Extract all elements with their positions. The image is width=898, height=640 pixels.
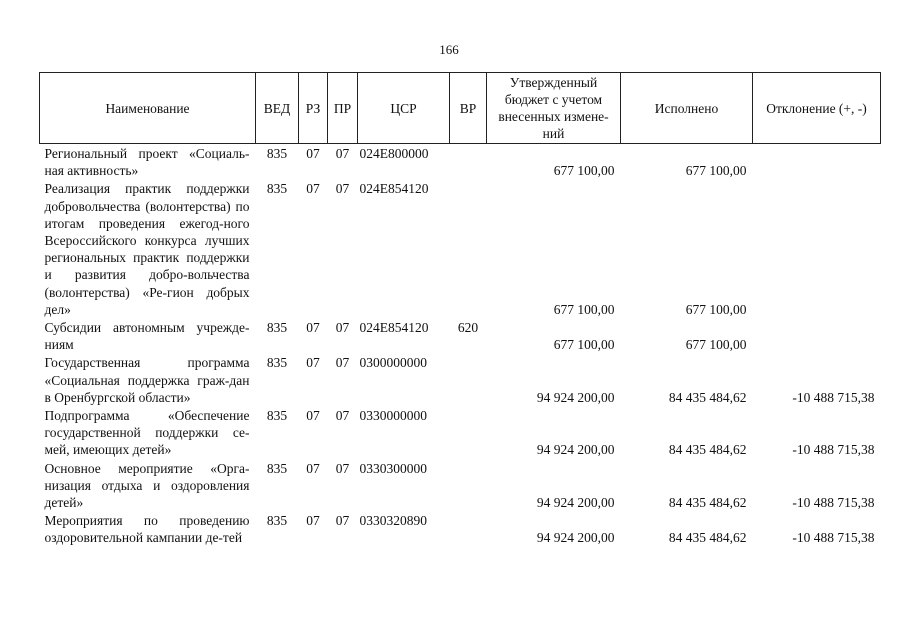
- row-rz: 07: [306, 408, 320, 424]
- row-ved: 835: [266, 181, 288, 197]
- row-rz: 07: [306, 355, 320, 371]
- row-executed: 84 435 484,62: [668, 495, 747, 511]
- row-ved: 835: [266, 460, 288, 476]
- row-vr: [450, 406, 487, 459]
- row-ved: 835: [266, 408, 288, 424]
- row-rz: 07: [306, 146, 320, 161]
- row-approved: 677 100,00: [553, 301, 615, 317]
- row-name: Реализация практик поддержки добровольчества (волонтерства) по итогам проведения ежегод-ного Всероссийского конкурса лучших региональных практик поддержки и развития добро-вольчества (волонтерства) «Ре-гион добрых дел»: [44, 181, 250, 317]
- row-approved: 677 100,00: [553, 163, 615, 179]
- row-deviation: [753, 179, 881, 318]
- row-executed: 677 100,00: [685, 163, 747, 179]
- header-rz: РЗ: [299, 73, 328, 144]
- row-executed: 84 435 484,62: [668, 389, 747, 405]
- row-vr: [450, 179, 487, 318]
- row-deviation: -10 488 715,38: [792, 530, 875, 546]
- row-executed: 677 100,00: [685, 301, 747, 317]
- table-row: [40, 406, 881, 459]
- row-executed: 84 435 484,62: [668, 442, 747, 458]
- row-approved: 94 924 200,00: [536, 389, 615, 405]
- row-vr: [450, 459, 487, 512]
- row-rz: 07: [306, 181, 320, 197]
- header-approved: Утвержденный бюджет с учетом внесенных измене-ний: [487, 73, 621, 144]
- row-name: Государственная программа «Социальная поддержка граж-дан в Оренбургской области»: [44, 355, 250, 405]
- budget-table: [39, 72, 881, 547]
- row-csr: 024E854120: [359, 181, 429, 197]
- row-csr: 0300000000: [359, 355, 427, 371]
- row-csr: 0330300000: [359, 460, 427, 476]
- table-row: [40, 318, 881, 353]
- row-name: Подпрограмма «Обеспечение государственной поддержки се-мей, имеющих детей»: [44, 408, 250, 458]
- row-pr: 07: [335, 460, 350, 476]
- header-executed: Исполнено: [621, 73, 753, 144]
- header-vr: ВР: [450, 73, 487, 144]
- row-name: Субсидии автономным учрежде-ниям: [44, 320, 250, 353]
- row-executed: 677 100,00: [685, 337, 747, 353]
- row-approved: 94 924 200,00: [536, 442, 615, 458]
- row-ved: 835: [266, 146, 288, 161]
- row-ved: 835: [266, 320, 288, 336]
- header-pr: ПР: [328, 73, 358, 144]
- header-row: [40, 73, 881, 144]
- header-ved: ВЕД: [256, 73, 299, 144]
- table-row: [40, 144, 881, 180]
- row-pr: 07: [335, 408, 350, 424]
- row-vr: [450, 144, 487, 180]
- row-rz: 07: [306, 513, 320, 529]
- row-name: Мероприятия по проведению оздоровительной кампании де-тей: [44, 513, 250, 546]
- table-row: [40, 353, 881, 406]
- row-approved: 94 924 200,00: [536, 495, 615, 511]
- row-deviation: [753, 144, 881, 180]
- row-deviation: -10 488 715,38: [792, 442, 875, 458]
- table-row: [40, 511, 881, 546]
- row-rz: 07: [306, 460, 320, 476]
- row-approved: 677 100,00: [553, 337, 615, 353]
- row-pr: 07: [335, 320, 350, 336]
- header-csr: ЦСР: [358, 73, 450, 144]
- row-csr: 024E854120: [359, 320, 429, 336]
- row-pr: 07: [335, 355, 350, 371]
- row-approved: 94 924 200,00: [536, 530, 615, 546]
- row-executed: 84 435 484,62: [668, 530, 747, 546]
- row-ved: 835: [266, 355, 288, 371]
- header-deviation: Отклонение (+, -): [753, 73, 881, 144]
- row-vr: [450, 353, 487, 406]
- row-pr: 07: [335, 146, 350, 161]
- row-pr: 07: [335, 181, 350, 197]
- table-row: [40, 179, 881, 318]
- row-pr: 07: [335, 513, 350, 529]
- row-deviation: -10 488 715,38: [792, 389, 875, 405]
- row-name: Основное мероприятие «Орга-низация отдыха и оздоровления детей»: [44, 460, 250, 511]
- page-number: 166: [439, 42, 459, 57]
- row-name: Региональный проект «Социаль-ная активность»: [44, 146, 250, 179]
- row-deviation: [753, 318, 881, 353]
- row-csr: 0330000000: [359, 408, 427, 424]
- table-row: [40, 459, 881, 512]
- row-vr: 620: [457, 320, 479, 336]
- row-ved: 835: [266, 513, 288, 529]
- row-deviation: -10 488 715,38: [792, 495, 875, 511]
- row-csr: 0330320890: [359, 513, 427, 529]
- row-vr: [450, 511, 487, 546]
- header-name: Наименование: [40, 73, 256, 144]
- row-rz: 07: [306, 320, 320, 336]
- row-csr: 024E800000: [359, 146, 429, 161]
